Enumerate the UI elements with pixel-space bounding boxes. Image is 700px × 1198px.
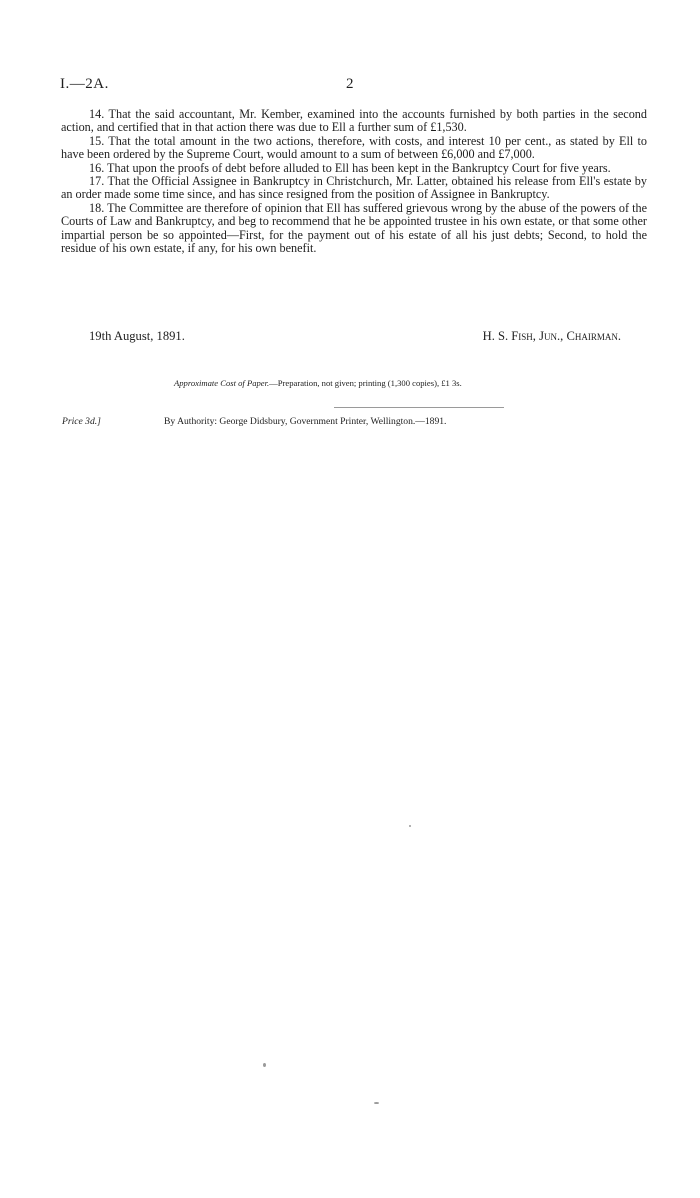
scan-speck [374, 1102, 379, 1104]
paragraph-14: 14. That the said accountant, Mr. Kember, examined into the accounts furnished by both parties in the second action, and certified that in that action there was due to Ell a further sum of £1,530. [61, 107, 647, 135]
paragraph-18: 18. The Committee are therefore of opinion that Ell has suffered grievous wrong by the abuse of the powers of the Courts of Law and Bankruptcy, and beg to recommend that he be appointed trustee in his own estate, or that some other impartial person be so appointed—First, for the payment out of his estate of all his just debts; Second, to hold the residue of his own estate, if any, for his own benefit. [61, 200, 647, 256]
document-code: I.—2A. [60, 76, 109, 92]
signature-date: 19th August, 1891. [89, 329, 185, 343]
page-number: 2 [346, 76, 354, 92]
cost-text: —Preparation, not given; printing (1,300 copies), £1 3s. [269, 378, 462, 388]
divider-rule [334, 407, 504, 408]
body-text [61, 108, 647, 255]
cost-of-paper [174, 378, 462, 388]
paragraph-16: 16. That upon the proofs of debt before alluded to Ell has been kept in the Bankruptcy Court for five years. [89, 160, 611, 175]
printer-authority: By Authority: George Didsbury, Government Printer, Wellington.—1891. [164, 416, 447, 427]
scan-speck [409, 825, 411, 827]
paragraph-17: 17. That the Official Assignee in Bankruptcy in Christchurch, Mr. Latter, obtained his release from Ell's estate by an order made some time since, and has since resigned from the position of Assignee in Bankruptcy. [61, 174, 647, 202]
cost-label: Approximate Cost of Paper. [174, 378, 270, 388]
scan-speck [263, 1063, 266, 1067]
signature-name: H. S. Fish, Jun., Chairman. [482, 329, 621, 343]
price: Price 3d.] [62, 416, 101, 427]
paragraph-15: 15. That the total amount in the two actions, therefore, with costs, and interest 10 per cent., as stated by Ell to have been ordered by the Supreme Court, would amount to a sum of between £6,000 and £7,000. [61, 133, 647, 162]
